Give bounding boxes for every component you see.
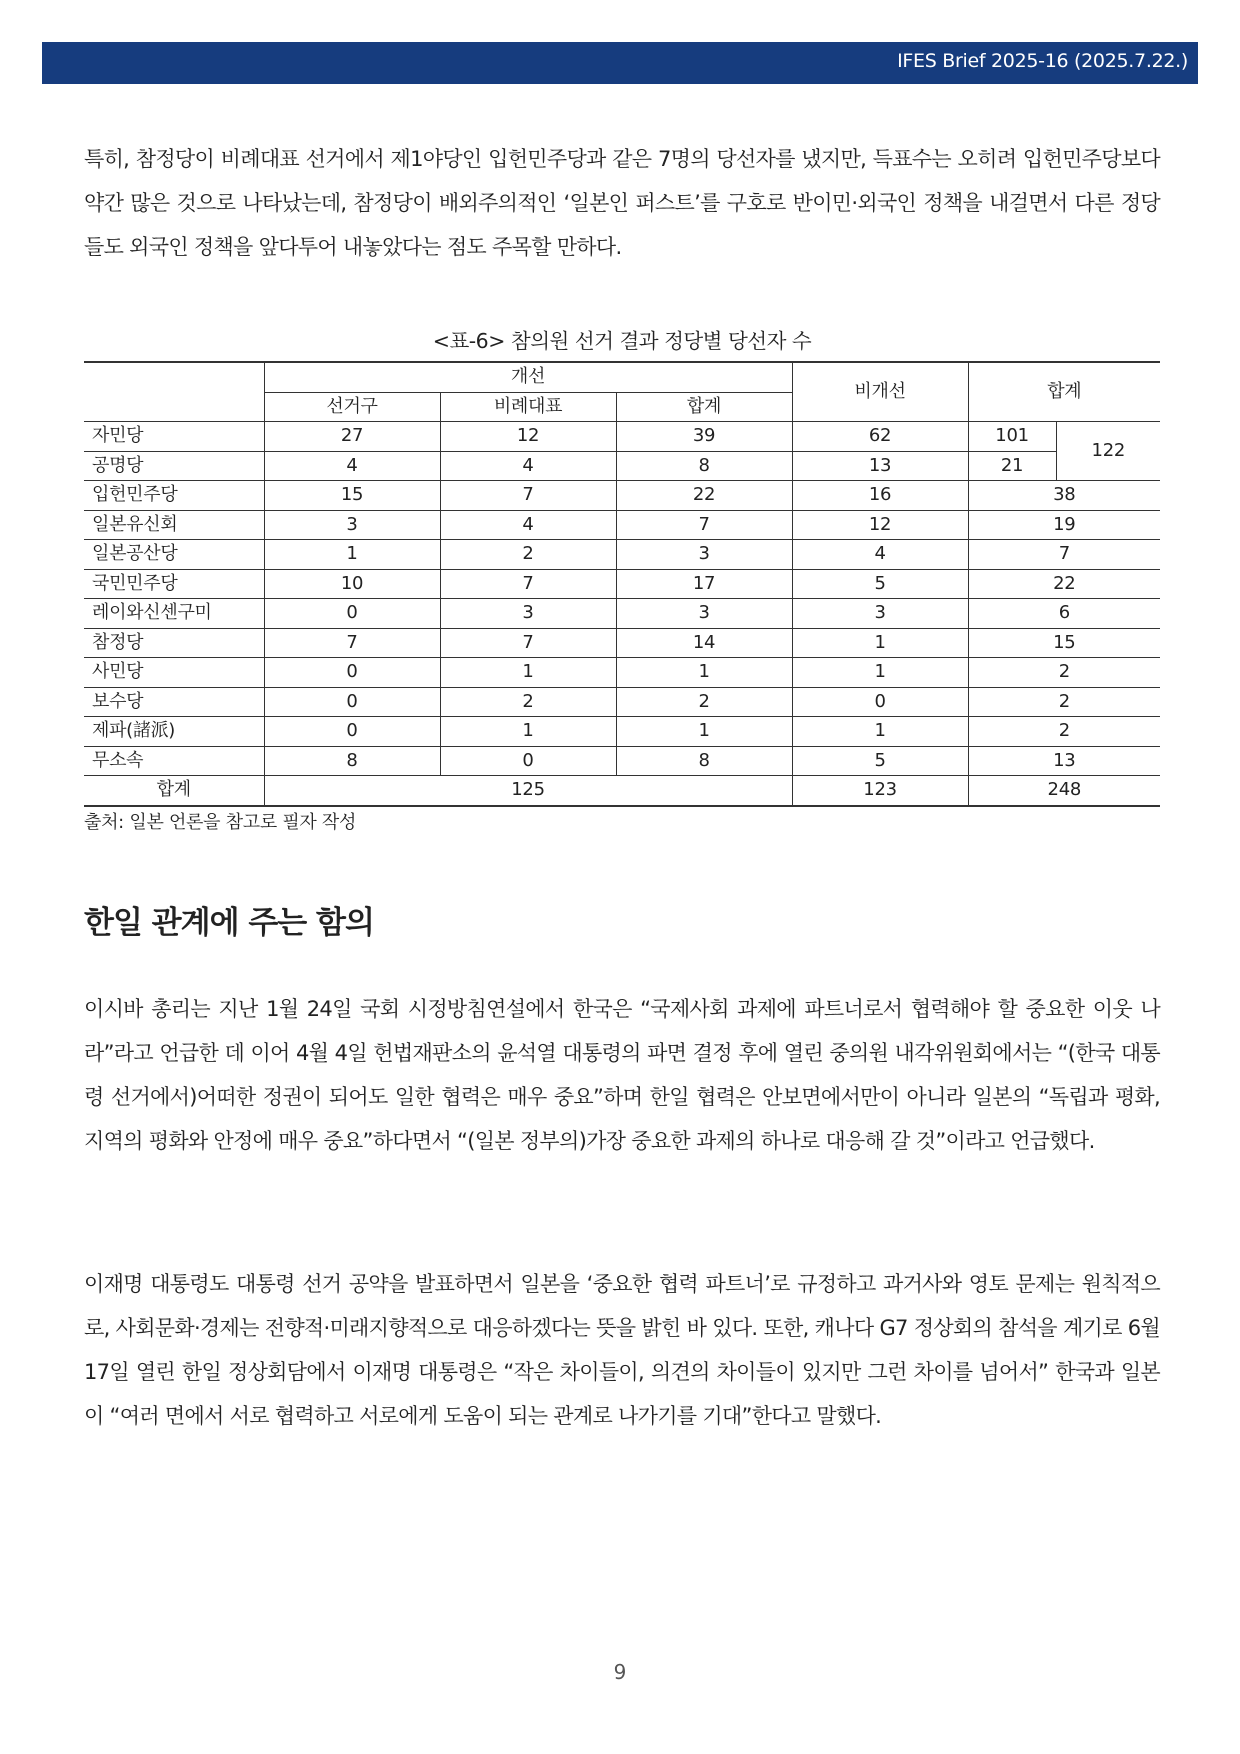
proportional-cell: 3	[440, 599, 616, 629]
page-number: 9	[613, 1660, 627, 1684]
uncontested-cell: 13	[792, 451, 968, 481]
uncontested-cell: 12	[792, 510, 968, 540]
subtotal-cell: 39	[616, 422, 792, 452]
table-caption: <표-6> 참의원 선거 결과 정당별 당선자 수	[432, 329, 812, 353]
total-cell: 38	[968, 481, 1160, 511]
subtotal-cell: 2	[616, 687, 792, 717]
proportional-cell: 12	[440, 422, 616, 452]
district-cell: 7	[264, 628, 440, 658]
district-cell: 4	[264, 451, 440, 481]
party-name: 공명당	[84, 451, 264, 481]
proportional-cell: 2	[440, 687, 616, 717]
table-row	[84, 451, 1160, 481]
total-cell: 2	[968, 717, 1160, 747]
sum-uncontested: 123	[792, 776, 968, 806]
subtotal-cell: 7	[616, 510, 792, 540]
subtotal-cell: 8	[616, 451, 792, 481]
table-row	[84, 510, 1160, 540]
party-name: 국민민주당	[84, 569, 264, 599]
district-cell: 27	[264, 422, 440, 452]
district-cell: 1	[264, 540, 440, 570]
total-cell: 2	[968, 687, 1160, 717]
header-uncontested: 비개선	[792, 362, 968, 422]
proportional-cell: 4	[440, 510, 616, 540]
subtotal-cell: 1	[616, 658, 792, 688]
table-source-note: 출처: 일본 언론을 참고로 필자 작성	[84, 812, 357, 833]
district-cell: 0	[264, 599, 440, 629]
proportional-cell: 7	[440, 569, 616, 599]
total-cell: 21	[968, 451, 1056, 481]
uncontested-cell: 3	[792, 599, 968, 629]
table-row	[84, 687, 1160, 717]
uncontested-cell: 62	[792, 422, 968, 452]
party-name: 자민당	[84, 422, 264, 452]
district-cell: 0	[264, 687, 440, 717]
uncontested-cell: 4	[792, 540, 968, 570]
proportional-cell: 1	[440, 658, 616, 688]
sum-label: 합계	[84, 776, 264, 806]
total-cell: 22	[968, 569, 1160, 599]
party-name: 입헌민주당	[84, 481, 264, 511]
district-cell: 0	[264, 658, 440, 688]
party-name: 레이와신센구미	[84, 599, 264, 629]
table-row	[84, 569, 1160, 599]
table-row	[84, 717, 1160, 747]
paragraph-sanseito: 특히, 참정당이 비례대표 선거에서 제1야당인 입헌민주당과 같은 7명의 당선자를 냈지만, 득표수는 오히려 입헌민주당보다 약간 많은 것으로 나타났는데, 참정당이 배외주의적인 ‘일본인 퍼스트’를 구호로 반이민·외국인 정책을 내걸면서 다른 정당들도 외국인 정책을 앞다투어 내놓았다는 점도 주목할 만하다.	[84, 147, 1160, 259]
total-cell: 2	[968, 658, 1160, 688]
uncontested-cell: 16	[792, 481, 968, 511]
proportional-cell: 4	[440, 451, 616, 481]
proportional-cell: 7	[440, 481, 616, 511]
paragraph-ishiba: 이시바 총리는 지난 1월 24일 국회 시정방침연설에서 한국은 “국제사회 과제에 파트너로서 협력해야 할 중요한 이웃 나라”라고 언급한 데 이어 4월 4일 헌법재판소의 윤석열 대통령의 파면 결정 후에 열린 중의원 내각위원회에서는 “(한국 대통령 선거에서)어떠한 정권이 되어도 일한 협력은 매우 중요”하며 한일 협력은 안보면에서만이 아니라 일본의 “독립과 평화, 지역의 평화와 안정에 매우 중요”하다면서 “(일본 정부의)가장 중요한 과제의 하나로 대응해 갈 것”이라고 언급했다.	[84, 997, 1160, 1153]
district-cell: 0	[264, 717, 440, 747]
sum-total: 248	[968, 776, 1160, 806]
header-district: 선거구	[264, 392, 440, 422]
subtotal-cell: 17	[616, 569, 792, 599]
uncontested-cell: 5	[792, 746, 968, 776]
total-cell: 6	[968, 599, 1160, 629]
header-row-1	[84, 362, 1160, 392]
header-proportional: 비례대표	[440, 392, 616, 422]
uncontested-cell: 1	[792, 628, 968, 658]
header-total: 합계	[968, 362, 1160, 422]
district-cell: 8	[264, 746, 440, 776]
uncontested-cell: 0	[792, 687, 968, 717]
proportional-cell: 2	[440, 540, 616, 570]
subtotal-cell: 3	[616, 599, 792, 629]
subtotal-cell: 22	[616, 481, 792, 511]
header-subtotal: 합계	[616, 392, 792, 422]
proportional-cell: 0	[440, 746, 616, 776]
uncontested-cell: 5	[792, 569, 968, 599]
subtotal-cell: 8	[616, 746, 792, 776]
district-cell: 10	[264, 569, 440, 599]
subtotal-cell: 3	[616, 540, 792, 570]
uncontested-cell: 1	[792, 717, 968, 747]
sum-contested: 125	[264, 776, 792, 806]
total-cell: 15	[968, 628, 1160, 658]
section-heading: 한일 관계에 주는 함의	[84, 905, 374, 941]
election-results-table	[84, 361, 1160, 807]
brief-title: IFES Brief 2025-16 (2025.7.22.)	[897, 50, 1188, 72]
party-name: 일본공산당	[84, 540, 264, 570]
header-contested: 개선	[264, 362, 792, 392]
table-row	[84, 746, 1160, 776]
party-name: 일본유신회	[84, 510, 264, 540]
coalition-total-cell: 122	[1056, 422, 1160, 481]
table-row	[84, 481, 1160, 511]
header-bar	[42, 42, 1198, 84]
district-cell: 15	[264, 481, 440, 511]
total-cell: 101	[968, 422, 1056, 452]
subtotal-cell: 1	[616, 717, 792, 747]
paragraph-lee-jaemyung: 이재명 대통령도 대통령 선거 공약을 발표하면서 일본을 ‘중요한 협력 파트너’로 규정하고 과거사와 영토 문제는 원칙적으로, 사회문화·경제는 전향적·미래지향적으로 대응하겠다는 뜻을 밝힌 바 있다. 또한, 캐나다 G7 정상회의 참석을 계기로 6월 17일 열린 한일 정상회담에서 이재명 대통령은 “작은 차이들이, 의견의 차이들이 있지만 그런 차이를 넘어서” 한국과 일본이 “여러 면에서 서로 협력하고 서로에게 도움이 되는 관계로 나가기를 기대”한다고 말했다.	[84, 1272, 1160, 1428]
sum-row	[84, 776, 1160, 806]
table-row	[84, 540, 1160, 570]
proportional-cell: 1	[440, 717, 616, 747]
party-name: 참정당	[84, 628, 264, 658]
party-name: 사민당	[84, 658, 264, 688]
table-row	[84, 658, 1160, 688]
uncontested-cell: 1	[792, 658, 968, 688]
total-cell: 7	[968, 540, 1160, 570]
total-cell: 19	[968, 510, 1160, 540]
table-row	[84, 422, 1160, 452]
proportional-cell: 7	[440, 628, 616, 658]
party-name: 보수당	[84, 687, 264, 717]
district-cell: 3	[264, 510, 440, 540]
corner-cell	[84, 362, 264, 422]
total-cell: 13	[968, 746, 1160, 776]
party-name: 제파(諸派)	[84, 717, 264, 747]
table-row	[84, 628, 1160, 658]
party-name: 무소속	[84, 746, 264, 776]
table-row	[84, 599, 1160, 629]
subtotal-cell: 14	[616, 628, 792, 658]
